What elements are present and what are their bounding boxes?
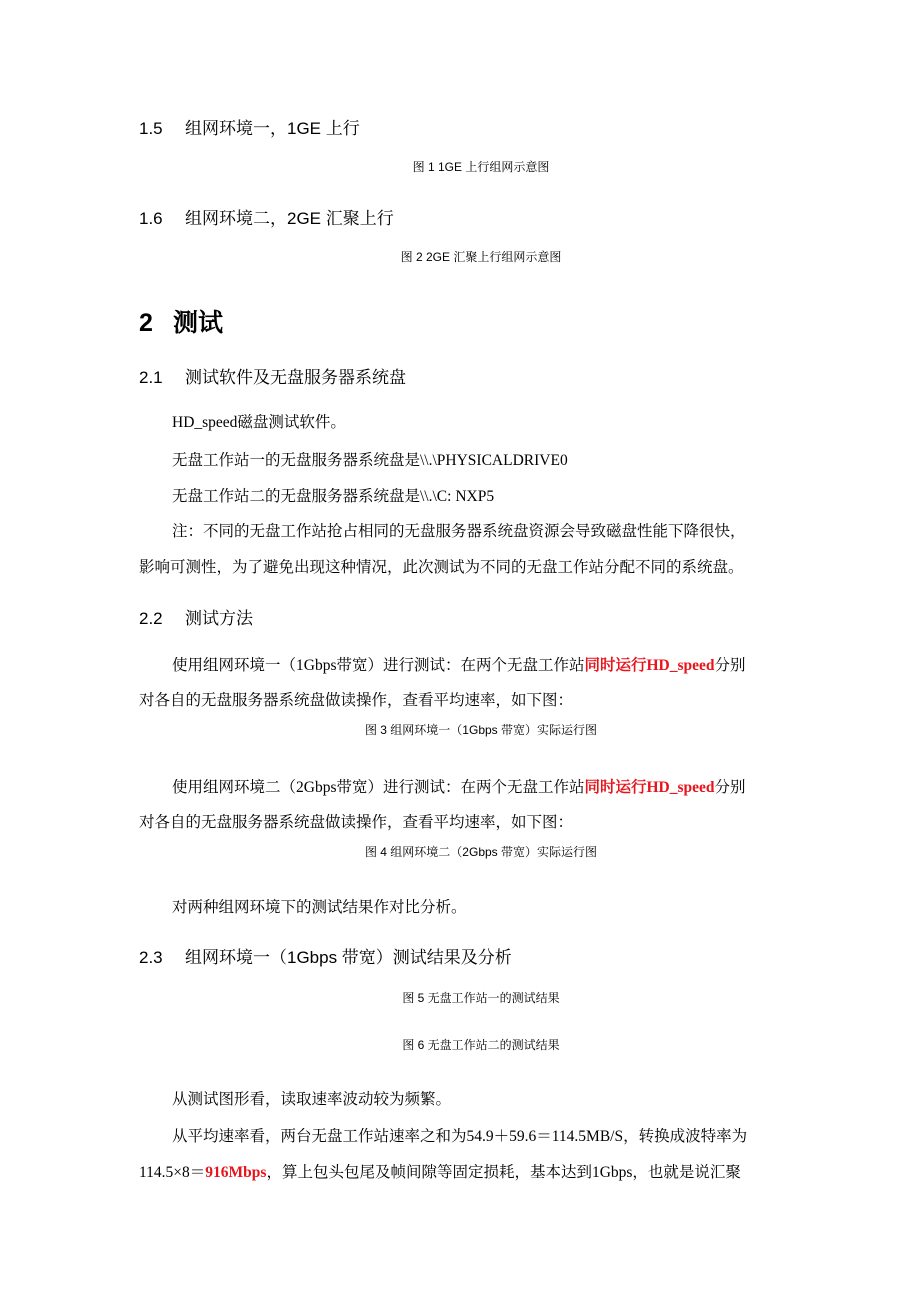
figure-3-caption: 图 3 组网环境一（1Gbps 带宽）实际运行图 — [364, 723, 598, 737]
heading-2-3 — [139, 943, 512, 968]
station-two-disk-line: 无盘工作站二的无盘服务器系统盘是\\.\C: NXP5 — [172, 488, 495, 505]
heading-2-1 — [139, 363, 406, 388]
highlight-text: 同时运行HD_speed — [584, 657, 715, 674]
heading-2-2 — [139, 604, 253, 629]
analysis-text: ，算上包头包尾及帧间隙等固定损耗，基本达到1Gbps，也就是说汇聚 — [266, 1164, 741, 1181]
heading-number: 1.5 — [139, 119, 163, 138]
method-two-line-2: 对各自的无盘服务器系统盘做读操作，查看平均速率，如下图： — [139, 814, 574, 831]
heading-number: 1.6 — [139, 209, 163, 228]
method-text: 分别 — [714, 779, 746, 796]
heading-title: 组网环境一，1GE 上行 — [185, 119, 360, 138]
method-text: 使用组网环境一（1Gbps带宽）进行测试：在两个无盘工作站 — [172, 657, 585, 674]
heading-number: 2.2 — [139, 609, 163, 628]
heading-title: 测试软件及无盘服务器系统盘 — [185, 368, 406, 387]
heading-number: 2.3 — [139, 948, 163, 967]
heading-number: 2 — [139, 309, 153, 337]
analysis-line-2: 从平均速率看，两台无盘工作站速率之和为54.9＋59.6＝114.5MB/S，转换成波特率为 — [172, 1128, 748, 1145]
heading-1-5 — [139, 114, 360, 139]
heading-2 — [139, 303, 223, 339]
heading-1-6 — [139, 204, 394, 229]
heading-title: 组网环境一（1Gbps 带宽）测试结果及分析 — [185, 948, 512, 967]
note-line-1: 注：不同的无盘工作站抢占相同的无盘服务器系统盘资源会导致磁盘性能下降很快， — [172, 523, 746, 540]
method-text: 使用组网环境二（2Gbps带宽）进行测试：在两个无盘工作站 — [172, 779, 585, 796]
method-text: 分别 — [714, 657, 746, 674]
heading-title: 测试方法 — [185, 609, 253, 628]
analysis-line-3 — [139, 1160, 741, 1182]
analysis-line-1: 从测试图形看，读取速率波动较为频繁。 — [172, 1091, 452, 1108]
figure-1-caption: 图 1 1GE 上行组网示意图 — [412, 160, 550, 174]
highlight-text: 916Mbps — [205, 1164, 267, 1181]
method-two-line-1 — [172, 775, 746, 797]
heading-title: 组网环境二，2GE 汇聚上行 — [185, 209, 394, 228]
comparison-line: 对两种组网环境下的测试结果作对比分析。 — [172, 899, 467, 916]
heading-title: 测试 — [173, 309, 224, 337]
figure-4-caption: 图 4 组网环境二（2Gbps 带宽）实际运行图 — [364, 845, 598, 859]
method-one-line-2: 对各自的无盘服务器系统盘做读操作，查看平均速率，如下图： — [139, 692, 574, 709]
note-line-2: 影响可测性，为了避免出现这种情况，此次测试为不同的无盘工作站分配不同的系统盘。 — [139, 559, 744, 576]
figure-2-caption: 图 2 2GE 汇聚上行组网示意图 — [400, 250, 562, 264]
analysis-text: 114.5×8＝ — [139, 1164, 206, 1181]
highlight-text: 同时运行HD_speed — [584, 779, 715, 796]
method-one-line-1 — [172, 653, 746, 675]
figure-5-caption: 图 5 无盘工作站一的测试结果 — [402, 991, 560, 1005]
software-line: HD_speed磁盘测试软件。 — [172, 414, 346, 431]
heading-number: 2.1 — [139, 368, 163, 387]
figure-6-caption: 图 6 无盘工作站二的测试结果 — [402, 1038, 560, 1052]
station-one-disk-line: 无盘工作站一的无盘服务器系统盘是\\.\PHYSICALDRIVE0 — [172, 452, 568, 469]
